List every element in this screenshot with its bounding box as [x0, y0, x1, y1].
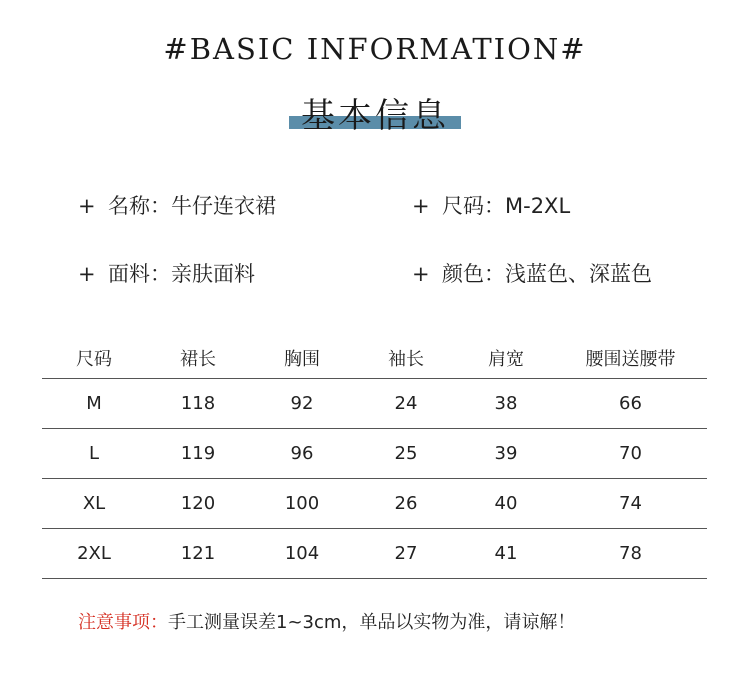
table-cell: L: [88, 443, 100, 464]
plus-icon: +: [412, 262, 430, 286]
table-row: [42, 379, 707, 429]
plus-icon: +: [78, 262, 96, 286]
note-label: 注意事项：: [78, 612, 168, 633]
info-name-text: 名称：牛仔连衣裙: [108, 194, 276, 218]
table-cell: XL: [82, 493, 106, 514]
table-cell: M: [86, 393, 102, 414]
table-cell: 38: [494, 393, 518, 414]
table-cell: 25: [394, 443, 418, 464]
table-cell: 121: [180, 543, 216, 564]
header-cell: 胸围: [284, 349, 320, 370]
table-row: [42, 479, 707, 529]
info-size-text: 尺码：M-2XL: [442, 194, 571, 218]
plus-icon: +: [78, 194, 96, 218]
title-chinese: 基本信息: [301, 96, 449, 136]
title-english: #BASIC INFORMATION#: [163, 32, 587, 66]
table-cell: 40: [494, 493, 518, 514]
table-cell: 78: [619, 543, 642, 564]
table-cell: 66: [619, 393, 642, 414]
size-table: [42, 338, 707, 579]
table-cell: 39: [494, 443, 518, 464]
header-cell: 袖长: [388, 349, 424, 370]
table-cell: 70: [619, 443, 642, 464]
table-header: [42, 338, 707, 379]
table-cell: 2XL: [77, 543, 111, 564]
table-cell: 120: [180, 493, 216, 514]
plus-icon: +: [412, 194, 430, 218]
info-size: [412, 190, 570, 220]
header-cell: 腰围送腰带: [585, 349, 676, 370]
table-row: [42, 529, 707, 579]
table-cell: 92: [290, 393, 314, 414]
table-cell: 104: [284, 543, 320, 564]
table-cell: 27: [394, 543, 418, 564]
info-fabric: [78, 258, 255, 288]
title-chinese-block: [0, 88, 750, 136]
table-cell: 100: [284, 493, 320, 514]
header-cell: 裙长: [180, 349, 216, 370]
table-cell: 74: [619, 493, 642, 514]
header-cell: 尺码: [76, 349, 112, 370]
info-color: [412, 258, 652, 288]
table-cell: 96: [290, 443, 314, 464]
header-cell: 肩宽: [488, 349, 524, 370]
info-color-text: 颜色：浅蓝色、深蓝色: [442, 262, 652, 286]
info-name: [78, 190, 276, 220]
table-cell: 118: [180, 393, 216, 414]
info-fabric-text: 面料：亲肤面料: [108, 262, 255, 286]
note-text: 手工测量误差1~3cm，单品以实物为准，请谅解！: [168, 612, 576, 633]
table-cell: 26: [394, 493, 418, 514]
table-cell: 41: [494, 543, 518, 564]
care-note: [78, 608, 575, 634]
table-row: [42, 429, 707, 479]
table-cell: 119: [180, 443, 216, 464]
table-cell: 24: [394, 393, 418, 414]
